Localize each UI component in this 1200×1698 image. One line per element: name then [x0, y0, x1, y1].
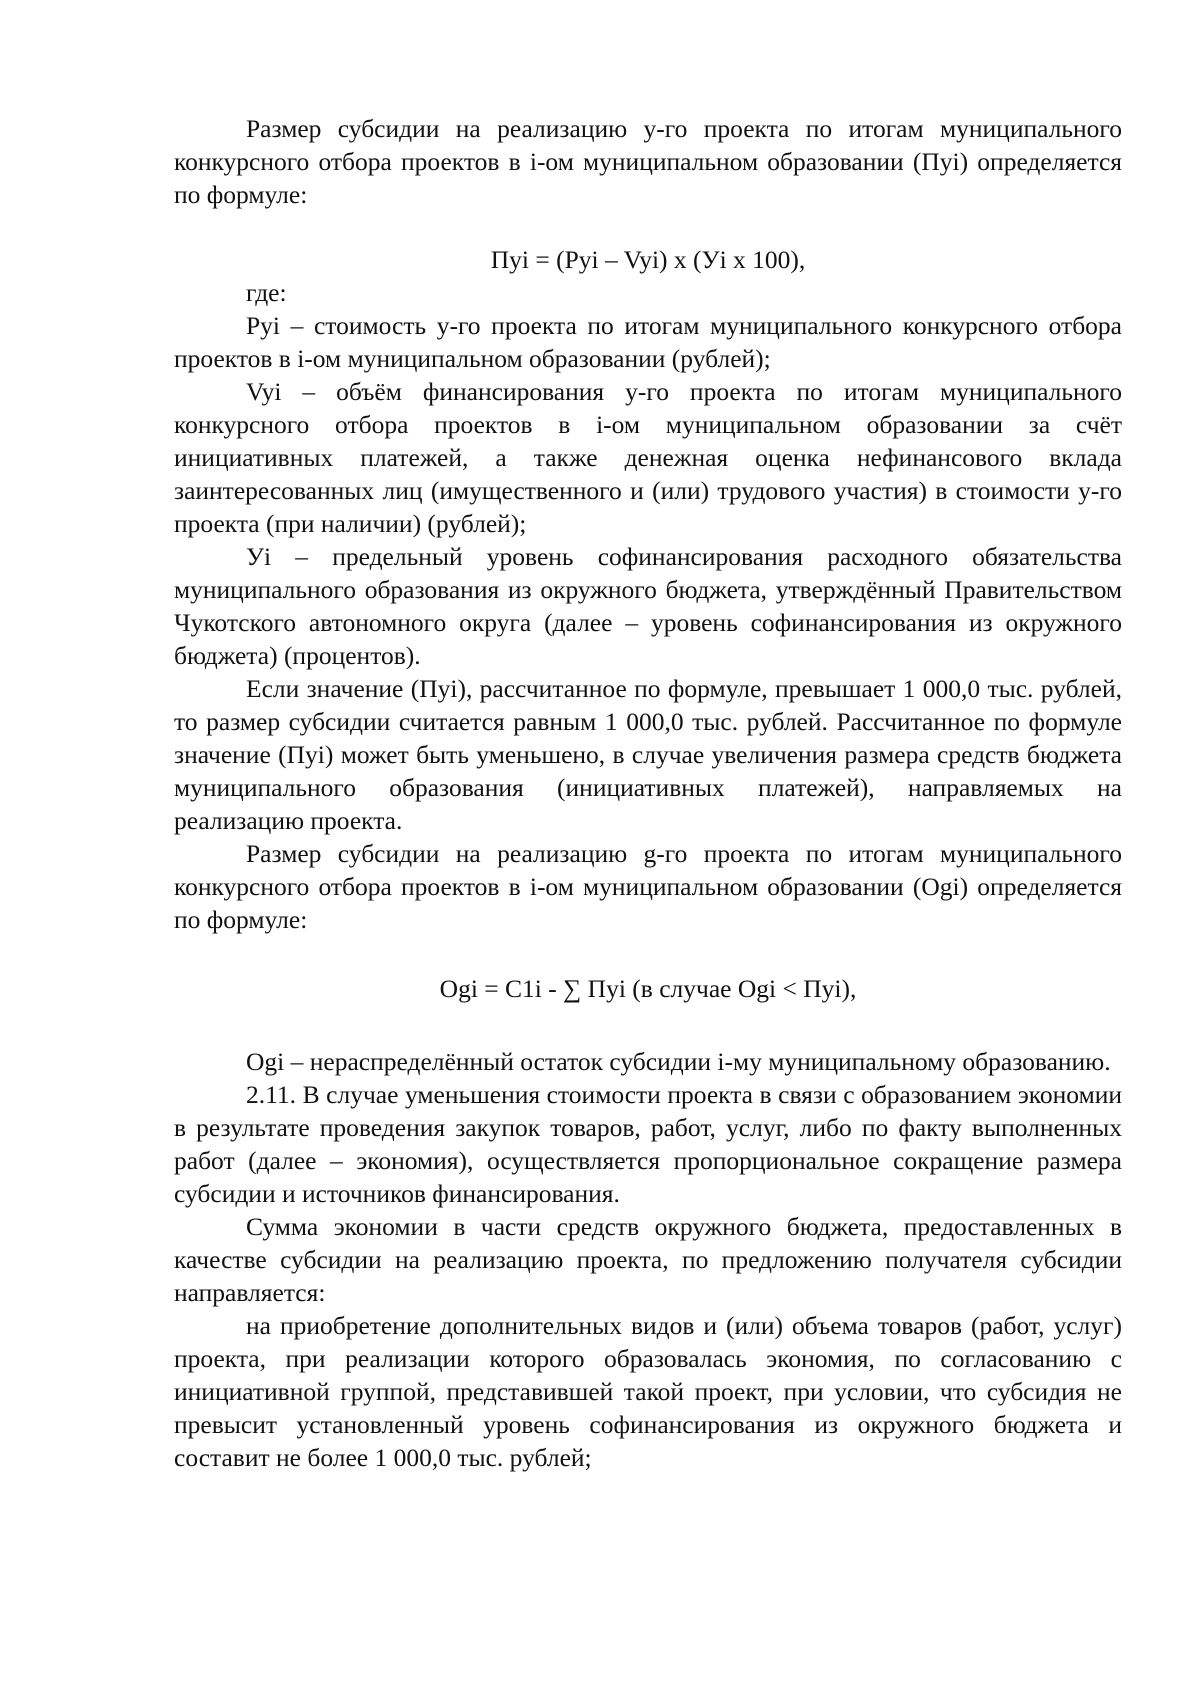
- document-page: [174, 112, 1122, 1474]
- definition-yi: Уi – предельный уровень софинансирования расходного обязательства муниципального образования из окружного бюджета, утверждённый Правительством Чукотского автономного округа (далее – уровень софинансирования из окружного бюджета) (процентов).: [174, 542, 1122, 670]
- paragraph-limit: Если значение (Пyi), рассчитанное по формуле, превышает 1 000,0 тыс. рублей, то размер субсидии считается равным 1 000,0 тыс. рублей. Рассчитанное по формуле значение (Пyi) может быть уменьшено, в случае увеличения размера средств бюджета муниципального образования (инициативных платежей), направляемых на реализацию проекта.: [174, 674, 1122, 835]
- formula-ogi: Ogi = C1i - ∑ Пyi (в случае Ogi < Пyi),: [439, 974, 857, 1003]
- definition-pyi: Pyi – стоимость y-го проекта по итогам муниципального конкурсного отбора проектов в i-ом муниципальном образовании (рублей);: [174, 311, 1122, 373]
- definition-vyi: Vyi – объём финансирования y-го проекта по итогам муниципального конкурсного отбора проектов в i-ом муниципальном образовании за счёт инициативных платежей, а также денежная оценка нефинансового вклада заинтересованных лиц (имущественного и (или) трудового участия) в стоимости y-го проекта (при наличии) (рублей);: [174, 377, 1122, 538]
- paragraph-savings-sum: Сумма экономии в части средств окружного бюджета, предоставленных в качестве субсидии на реализацию проекта, по предложению получателя субсидии направляется:: [174, 1212, 1122, 1307]
- definition-ogi: Ogi – нераспределённый остаток субсидии i-му муниципальному образованию.: [246, 1047, 1111, 1076]
- paragraph-subsidy-size-g: Размер субсидии на реализацию g-го проекта по итогам муниципального конкурсного отбора проектов в i-ом муниципальном образовании (Ogi) определяется по формуле:: [174, 839, 1122, 934]
- paragraph-subsidy-size-y: Размер субсидии на реализацию y-го проекта по итогам муниципального конкурсного отбора проектов в i-ом муниципальном образовании (Пyi) определяется по формуле:: [174, 114, 1122, 209]
- paragraph-additional-purchase: на приобретение дополнительных видов и (или) объема товаров (работ, услуг) проекта, при реализации которого образовалась экономия, по согласованию с инициативной группой, представившей такой проект, при условии, что субсидия не превысит установленный уровень софинансирования из окружного бюджета и составит не более 1 000,0 тыс. рублей;: [174, 1311, 1122, 1472]
- where-label: где:: [246, 278, 287, 307]
- paragraph-2-11: 2.11. В случае уменьшения стоимости проекта в связи с образованием экономии в результате проведения закупок товаров, работ, услуг, либо по факту выполненных работ (далее – экономия), осуществляется пропорциональное сокращение размера субсидии и источников финансирования.: [174, 1080, 1122, 1208]
- formula-pyi: Пyi = (Pyi – Vyi) x (Уi x 100),: [490, 245, 806, 274]
